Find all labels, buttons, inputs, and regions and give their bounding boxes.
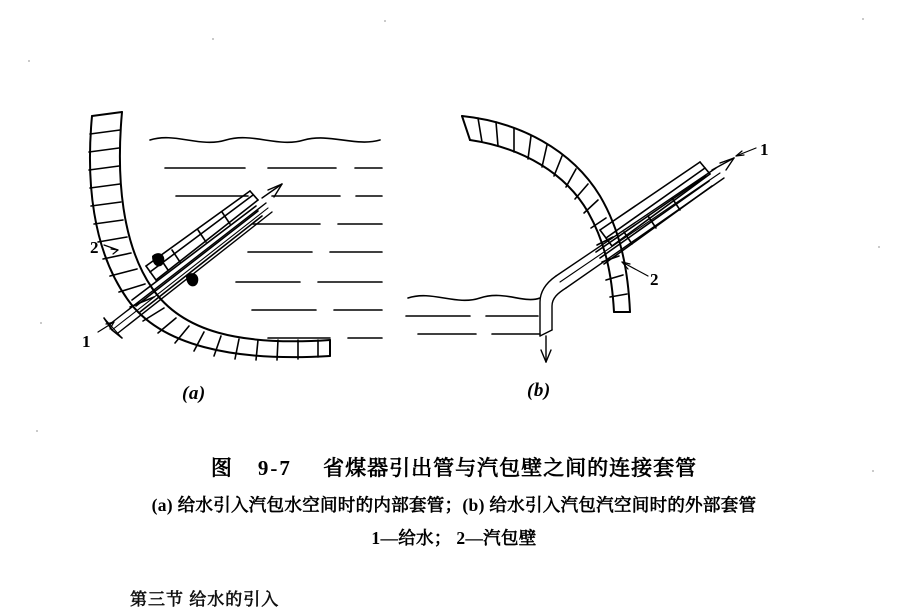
caption-title-prefix: 图 <box>210 456 233 480</box>
callout-b-2: 2 <box>650 270 659 289</box>
figure-caption-title <box>0 452 908 482</box>
panel-label-b: (b) <box>527 380 551 401</box>
paper-speck <box>862 18 864 20</box>
callout-a-1: 1 <box>82 332 91 351</box>
callout-a-2: 2 <box>90 238 99 257</box>
paper-speck <box>384 20 386 22</box>
paper-speck <box>212 38 214 40</box>
caption-title-text: 省煤器引出管与汽包壁之间的连接套管 <box>323 456 698 480</box>
paper-speck <box>36 430 38 432</box>
panel-label-a: (a) <box>182 383 206 404</box>
figure-caption-subtitle-2: 1—给水； 2—汽包壁 <box>371 528 537 548</box>
callout-b-1: 1 <box>760 140 769 159</box>
paper-speck <box>40 322 42 324</box>
caption-figure-number: 9-7 <box>257 456 292 480</box>
next-section-heading-partial: 第三节 给水的引入 <box>130 590 280 609</box>
paper-speck <box>28 60 30 62</box>
figure-caption-subtitle-1: (a) 给水引入汽包水空间时的内部套管；(b) 给水引入汽包汽空间时的外部套管 <box>151 495 757 515</box>
panel-a-drawing <box>89 112 382 360</box>
paper-speck <box>878 246 880 248</box>
panel-b-drawing <box>406 116 756 362</box>
